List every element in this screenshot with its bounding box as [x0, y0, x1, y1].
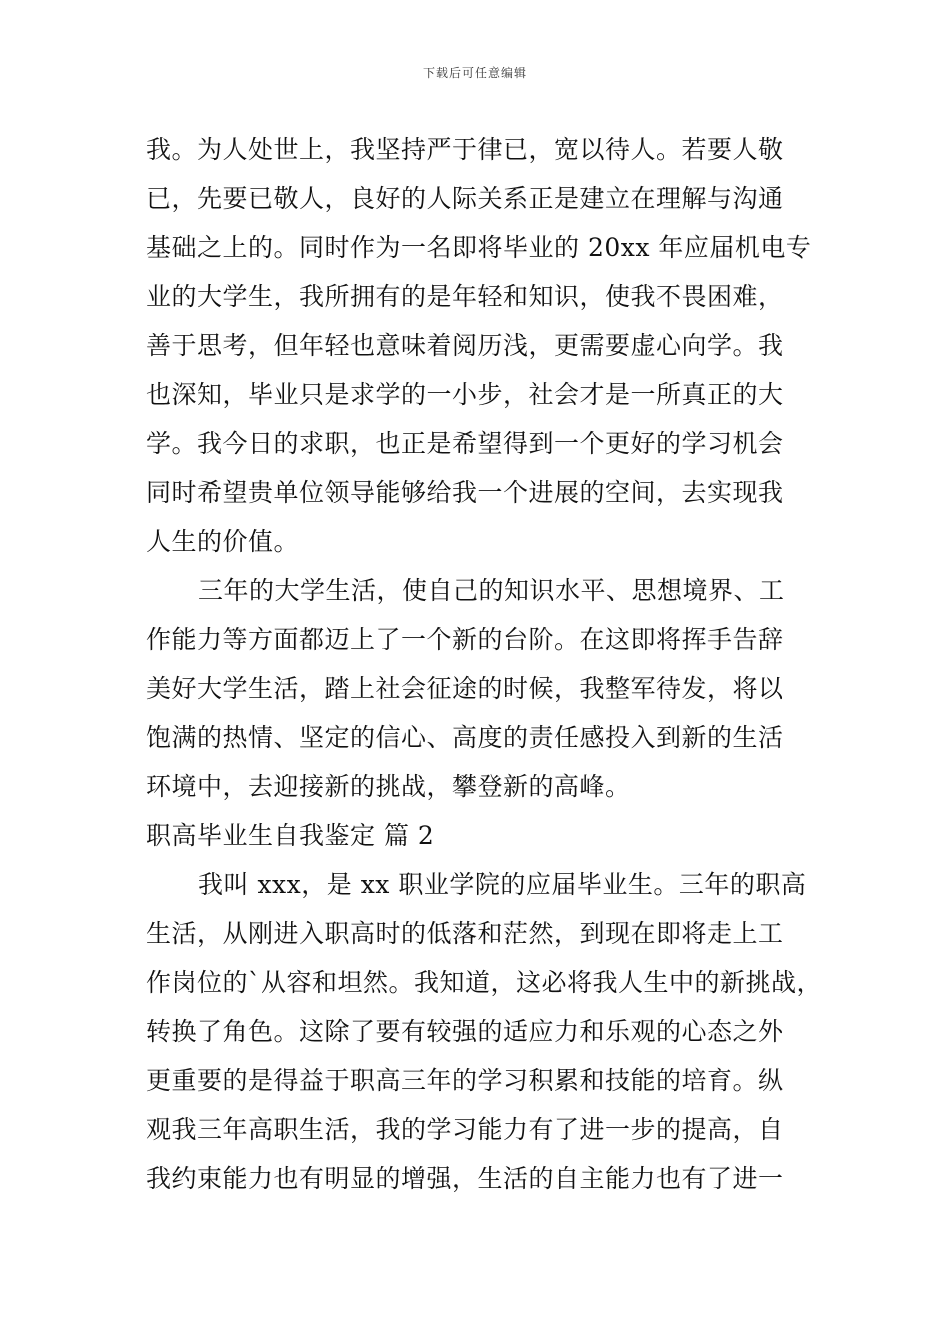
text-line: 更重要的是得益于职高三年的学习积累和技能的培育。纵: [146, 1066, 784, 1095]
text-line: 业的大学生，我所拥有的是年轻和知识，使我不畏困难，: [146, 282, 784, 311]
text-line: 转换了角色。这除了要有较强的适应力和乐观的心态之外: [146, 1017, 784, 1046]
text-line: 作能力等方面都迈上了一个新的台阶。在这即将挥手告辞: [146, 625, 784, 654]
page-header: 下载后可任意编辑: [422, 66, 527, 80]
text-line: 同时希望贵单位领导能够给我一个进展的空间，去实现我: [146, 478, 784, 507]
text-line: 作岗位的`从容和坦然。我知道，这必将我人生中的新挑战，: [146, 968, 823, 997]
text-line: 观我三年高职生活，我的学习能力有了进一步的提高，自: [146, 1115, 784, 1144]
text-line: 饱满的热情、坚定的信心、高度的责任感投入到新的生活: [146, 723, 784, 752]
text-line: 善于思考，但年轻也意味着阅历浅，更需要虚心向学。我: [146, 331, 784, 360]
text-line: 生活，从刚进入职高时的低落和茫然，到现在即将走上工: [146, 919, 784, 948]
text-line: 基础之上的。同时作为一名即将毕业的 20xx 年应届机电专: [146, 233, 812, 262]
text-line: 美好大学生活，踏上社会征途的时候，我整军待发，将以: [146, 674, 784, 703]
text-line: 已，先要已敬人，良好的人际关系正是建立在理解与沟通: [146, 184, 784, 213]
paragraph-first-line: 我叫 xxx，是 xx 职业学院的应届毕业生。三年的职高: [198, 870, 807, 899]
section-heading: 职高毕业生自我鉴定 篇 2: [146, 821, 435, 850]
text-line: 也深知，毕业只是求学的一小步，社会才是一所真正的大: [146, 380, 784, 409]
text-line: 我。为人处世上，我坚持严于律已，宽以待人。若要人敬: [146, 135, 784, 164]
paragraph-first-line: 三年的大学生活，使自己的知识水平、思想境界、工: [198, 576, 785, 605]
text-line: 人生的价值。: [146, 527, 300, 556]
document-body: [146, 125, 823, 1203]
text-line: 环境中，去迎接新的挑战，攀登新的高峰。: [146, 772, 631, 801]
text-line: 我约束能力也有明显的增强，生活的自主能力也有了进一: [146, 1164, 784, 1193]
text-line: 学。我今日的求职，也正是希望得到一个更好的学习机会: [146, 429, 784, 458]
